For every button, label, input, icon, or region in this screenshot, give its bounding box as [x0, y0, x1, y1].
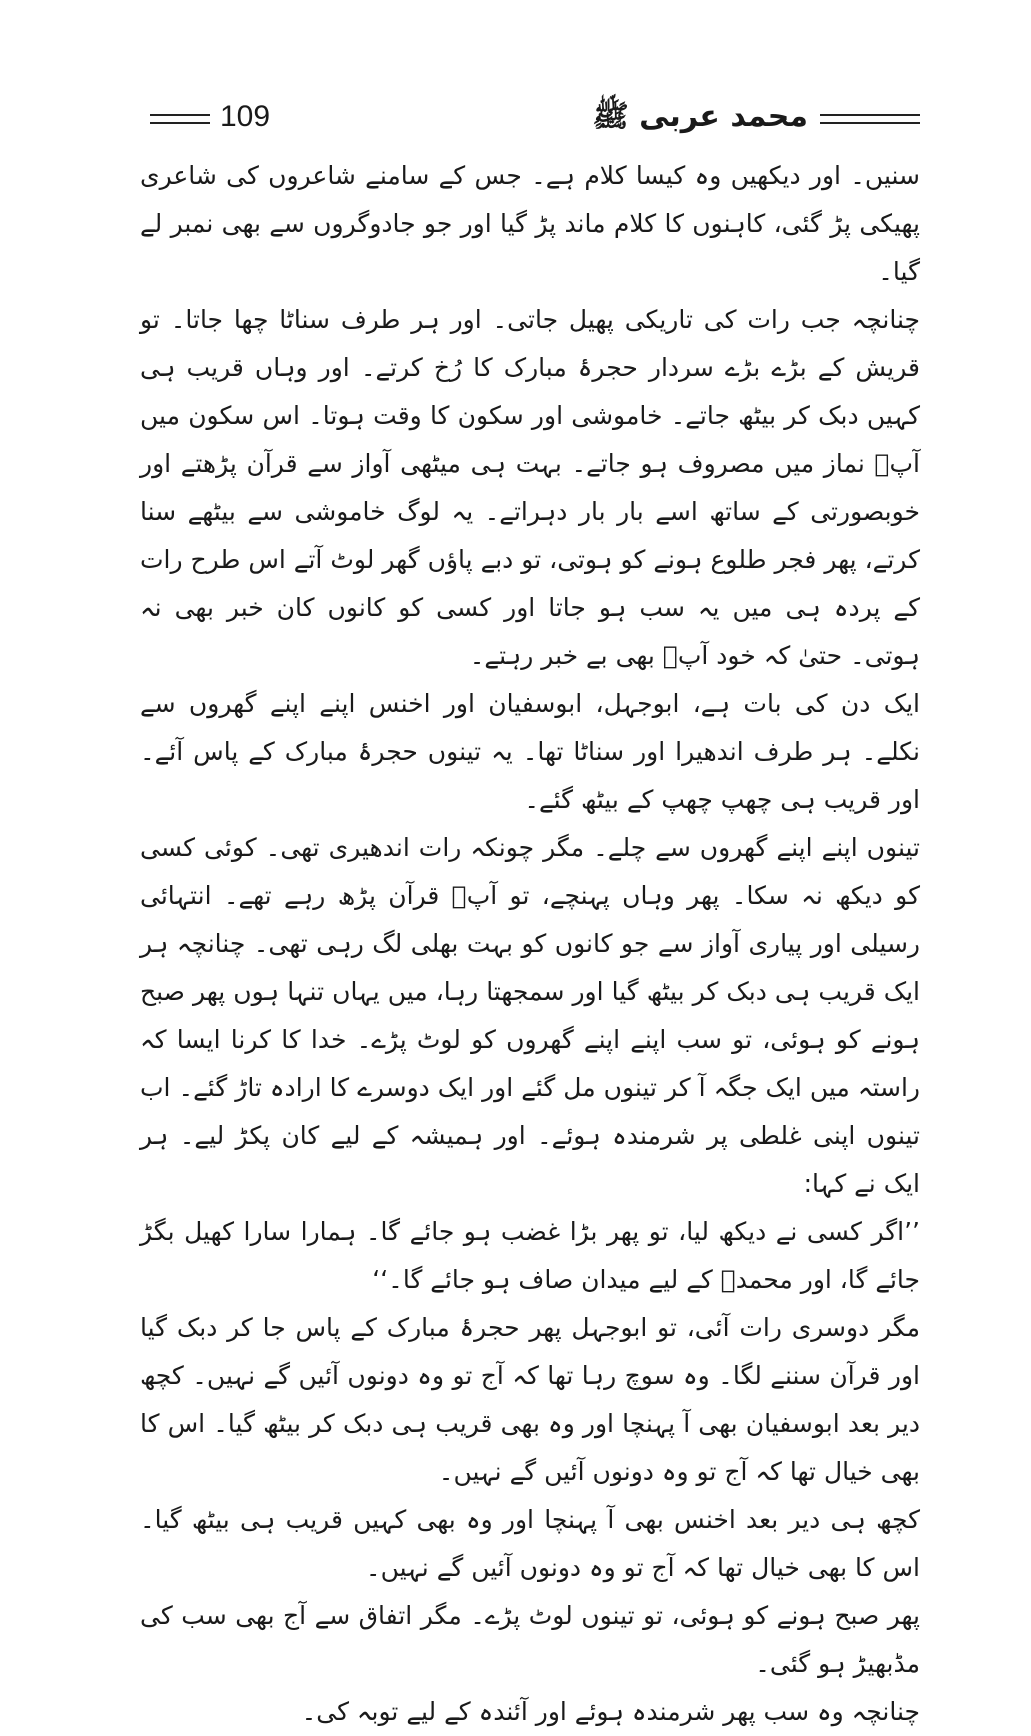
- paragraph-7: کچھ ہی دیر بعد اخنس بھی آ پہنچا اور وہ بھی کہیں قریب ہی بیٹھ گیا۔ اس کا بھی خیال تھا کہ آج تو وہ دونوں آئیں گے نہیں۔: [140, 1505, 920, 1582]
- header-rule-left: [150, 114, 210, 124]
- paragraph-3: ایک دن کی بات ہے، ابوجہل، ابوسفیان اور اخنس اپنے اپنے گھروں سے نکلے۔ ہر طرف اندھیرا اور سناٹا تھا۔ یہ تینوں حجرۂ مبارک کے پاس آئے۔ اور قریب ہی چھپ چھپ کے بیٹھ گئے۔: [140, 689, 920, 814]
- body-text: [140, 152, 920, 1736]
- paragraph-9: چنانچہ وہ سب پھر شرمندہ ہوئے اور آئندہ کے لیے توبہ کی۔: [301, 1697, 920, 1726]
- paragraph-6: مگر دوسری رات آئی، تو ابوجہل پھر حجرۂ مبارک کے پاس جا کر دبک گیا اور قرآن سننے لگا۔ وہ سوچ رہا تھا کہ آج تو وہ دونوں آئیں گے نہیں۔ کچھ دیر بعد ابوسفیان بھی آ پہنچا اور وہ بھی قریب ہی دبک کر بیٹھ گیا۔ اس کا بھی خیال تھا کہ آج تو وہ دونوں آئیں گے نہیں۔: [140, 1313, 920, 1486]
- paragraph-1: سنیں۔ اور دیکھیں وہ کیسا کلام ہے۔ جس کے سامنے شاعروں کی شاعری پھیکی پڑ گئی، کاہنوں کا کلام ماند پڑ گیا اور جو جادوگروں سے بھی نمبر لے گیا۔: [140, 161, 920, 286]
- page-number: 109: [220, 100, 271, 133]
- page-header: [150, 100, 920, 136]
- running-title: محمد عربی ﷺ: [592, 99, 808, 134]
- header-rule-right: [820, 114, 920, 124]
- paragraph-2: چنانچہ جب رات کی تاریکی پھیل جاتی۔ اور ہر طرف سناٹا چھا جاتا۔ تو قریش کے بڑے بڑے سردار حجرۂ مبارک کا رُخ کرتے۔ اور وہاں قریب ہی کہیں دبک کر بیٹھ جاتے۔ خاموشی اور سکون کا وقت ہوتا۔ اس سکون میں آپؐ نماز میں مصروف ہو جاتے۔ بہت ہی میٹھی آواز سے قرآن پڑھتے اور خوبصورتی کے ساتھ اسے بار بار دہراتے۔ یہ لوگ خاموشی سے بیٹھے سنا کرتے، پھر فجر طلوع ہونے کو ہوتی، تو دبے پاؤں گھر لوٹ آتے اس طرح رات کے پردہ ہی میں یہ سب ہو جاتا اور کسی کو کانوں کان خبر بھی نہ ہوتی۔ حتیٰ کہ خود آپؐ بھی بے خبر رہتے۔: [140, 305, 920, 670]
- paragraph-8: پھر صبح ہونے کو ہوئی، تو تینوں لوٹ پڑے۔ مگر اتفاق سے آج بھی سب کی مڈبھیڑ ہو گئی۔: [140, 1601, 920, 1678]
- paragraph-4: تینوں اپنے اپنے گھروں سے چلے۔ مگر چونکہ رات اندھیری تھی۔ کوئی کسی کو دیکھ نہ سکا۔ پھر وہاں پہنچے، تو آپؐ قرآن پڑھ رہے تھے۔ انتہائی رسیلی اور پیاری آواز سے جو کانوں کو بہت بھلی لگ رہی تھی۔ چنانچہ ہر ایک قریب ہی دبک کر بیٹھ گیا اور سمجھتا رہا، میں یہاں تنہا ہوں پھر صبح ہونے کو ہوئی، تو سب اپنے اپنے گھروں کو لوٹ پڑے۔ خدا کا کرنا ایسا کہ راستہ میں ایک جگہ آ کر تینوں مل گئے اور ایک دوسرے کا ارادہ تاڑ گئے۔ اب تینوں اپنی غلطی پر شرمندہ ہوئے۔ اور ہمیشہ کے لیے کان پکڑ لیے۔ ہر ایک نے کہا:: [140, 833, 920, 1198]
- quote-paragraph: ’’اگر کسی نے دیکھ لیا، تو پھر بڑا غضب ہو جائے گا۔ ہمارا سارا کھیل بگڑ جائے گا، اور محمدؐ کے لیے میدان صاف ہو جائے گا۔‘‘: [140, 1217, 920, 1294]
